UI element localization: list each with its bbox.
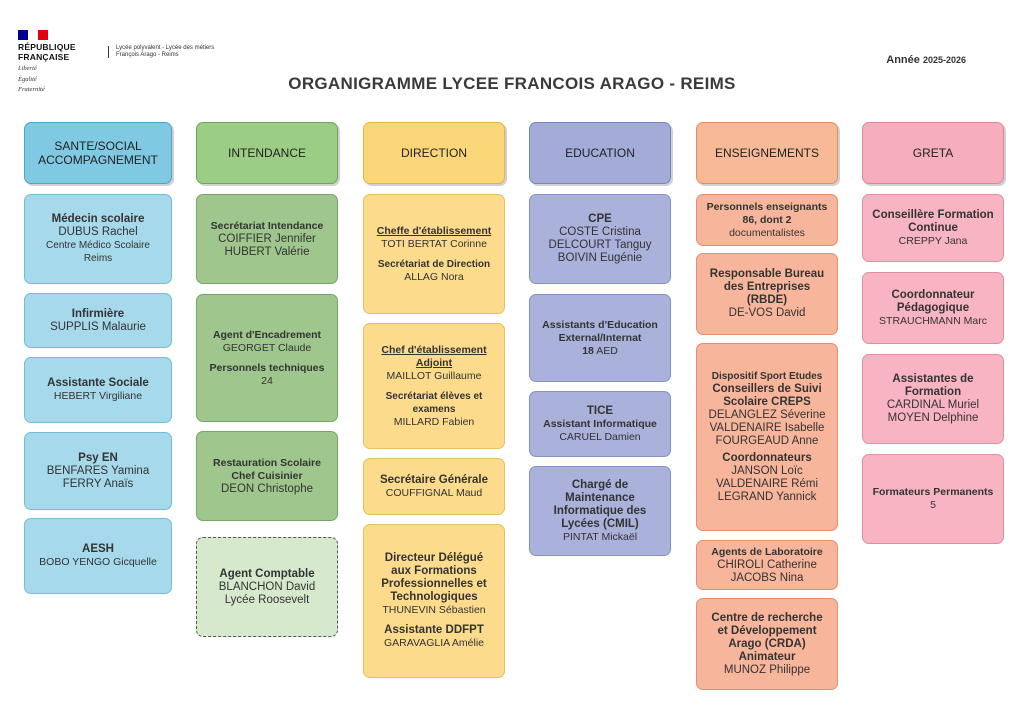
box-ddfpt [363,524,505,678]
role: Formation [904,386,962,398]
role: des Entreprises [723,281,811,293]
person-name: GEORGET Claude [222,341,312,354]
role: aux Formations [391,565,477,577]
person-name: BENFARES Yamina [46,464,150,477]
box-psy-en [24,432,172,510]
role: Conseillère Formation [872,208,994,221]
role: Cheffe d'établissement [376,224,492,237]
person-name: COIFFIER Jennifer [218,232,316,245]
box-rbde [696,253,838,335]
person-name: PINTAT Mickaël [562,530,638,543]
role: Restauration Scolaire [213,456,321,469]
person-name: DE-VOS David [728,307,806,319]
flag-white [28,30,38,40]
header-line: GRETA [912,146,954,160]
box-assistants-education [529,294,671,382]
header-direction [363,122,505,184]
annee-label: Année [886,54,920,66]
box-agent-encadrement [196,294,338,422]
box-crda [696,598,838,690]
role: Directeur Délégué [384,552,484,564]
role: Pédagogique [896,301,970,314]
role: Secrétaire Générale [379,473,489,486]
role: Arago (CRDA) [728,637,806,650]
box-medecin-scolaire [24,194,172,284]
box-secretariat-intendance [196,194,338,284]
header-intendance [196,122,338,184]
person-name: COUFFIGNAL Maud [385,486,483,499]
role: Professionnelles et [381,578,487,590]
role: Assistantes de [892,373,974,385]
role: examens [412,403,456,415]
box-personnels-enseignants [696,194,838,246]
role: CPE [588,213,612,225]
person-name: CARUEL Damien [559,430,641,443]
person-name: DELANGLEZ Séverine [708,409,826,421]
role: et Développement [717,624,817,637]
role: Chef Cuisinier [231,469,303,482]
person-name: BOIVIN Eugénie [557,252,643,264]
box-agent-comptable [196,537,338,637]
republique-label: RÉPUBLIQUE [18,42,76,52]
box-formateurs-permanents [862,454,1004,544]
header-line: INTENDANCE [227,146,306,160]
box-assistantes-formation [862,354,1004,444]
person-name: CARDINAL Muriel [886,399,980,411]
person-name: MUNOZ Philippe [723,663,811,676]
role: External/Internat [558,331,642,344]
box-restauration-scolaire [196,431,338,521]
role: Chef d'établissement [381,343,487,356]
header-greta [862,122,1004,184]
devise-liberte: Liberté [18,65,37,72]
role: Informatique des [553,504,647,517]
person-name: FERRY Anaïs [62,477,134,490]
role: Coordonnateur [891,288,975,301]
annee-value: 2025-2026 [922,55,966,65]
role: Secrétariat Intendance [210,219,324,232]
role: Conseillers de Suivi [712,383,822,395]
box-aesh [24,518,172,594]
box-cheffe-etablissement [363,194,505,314]
school-year [886,54,966,66]
header-line: ACCOMPAGNEMENT [38,153,158,167]
header-education [529,122,671,184]
role: Personnels enseignants [706,200,828,213]
role: 86, dont 2 [742,213,792,226]
person-name: VALDENAIRE Rémi [715,478,819,490]
box-cmil [529,466,671,556]
box-tice [529,391,671,457]
role: Agent d'Encadrement [212,328,322,341]
role: Assistante DDFPT [384,624,484,636]
header-enseignements [696,122,838,184]
box-secretaire-generale [363,458,505,515]
person-name: VALDENAIRE Isabelle [709,422,825,434]
role: Formateurs Permanents [872,486,994,498]
francaise-label: FRANÇAISE [18,51,70,62]
header-sante-social [24,122,172,184]
school-line-1: Lycée polyvalent - Lycée des métiers [116,45,215,51]
role: Centre de recherche [711,611,823,624]
role: Agent Comptable [219,567,315,580]
person-name: MOYEN Delphine [887,412,979,424]
role: Responsable Bureau [709,268,825,280]
person-name: MILLARD Fabien [393,415,475,428]
header-line: DIRECTION [401,146,467,160]
person-name: ALLAG Nora [404,270,464,283]
role: Assistant Informatique [543,417,657,430]
count-value: 18 [582,344,594,357]
role: (RBDE) [746,294,788,306]
french-flag-icon [18,30,48,40]
header-line: SANTE/SOCIAL [54,139,142,153]
count-suffix: AED [596,344,618,357]
devise-fraternite: Fraternité [18,86,45,93]
role: AESH [82,543,114,555]
person-name: HUBERT Valérie [224,245,310,258]
role: Psy EN [78,451,118,464]
person-name: DELCOURT Tanguy [548,239,652,251]
header-line: ENSEIGNEMENTS [714,146,819,160]
detail: Centre Médico Scolaire [46,240,150,251]
person-name: TOTI BERTAT Corinne [381,237,487,250]
person-name: STRAUCHMANN Marc [879,314,987,327]
flag-red [38,30,48,40]
role: Assistants d'Education [542,318,658,331]
role: Animateur [738,650,796,663]
count-value: 24 [261,374,273,387]
logo-separator [108,46,109,58]
person-name: COSTE Cristina [559,226,641,238]
box-chef-adjoint [363,323,505,449]
role: Secrétariat de Direction [377,258,491,270]
person-name: CHIROLI Catherine [717,558,817,571]
person-name: HEBERT Virgiliane [53,390,143,402]
flag-blue [18,30,28,40]
box-conseillere-formation [862,194,1004,262]
box-sport-etudes [696,343,838,531]
school-name [116,45,246,59]
role: Coordonnateurs [722,452,812,464]
person-name: THUNEVIN Sébastien [382,604,486,616]
role: Continue [908,221,958,234]
box-cpe [529,194,671,284]
role: Lycées (CMIL) [561,517,639,530]
role: Infirmière [71,307,125,320]
person-name: MAILLOT Guillaume [386,369,482,382]
person-name: DUBUS Rachel [58,226,138,238]
role: Scolaire CREPS [723,396,811,408]
role: Adjoint [415,356,453,369]
person-name: LEGRAND Yannick [717,491,817,503]
role: Agents de Laboratoire [711,545,823,558]
role: Maintenance [565,491,635,504]
person-name: BLANCHON David [218,580,316,593]
role: Dispositif Sport Etudes [711,371,823,382]
school-line-2: François Arago - Reims [116,52,179,58]
person-name: DEON Christophe [220,482,314,495]
role: Assistante Sociale [47,377,149,389]
role: documentalistes [729,226,805,239]
box-coordonnateur-pedagogique [862,272,1004,344]
role: Personnels techniques [209,361,325,374]
person-name: JANSON Loïc [731,465,803,477]
role: Secrétariat élèves et [385,390,483,402]
role: Technologiques [390,591,478,603]
header-line: EDUCATION [565,146,635,160]
role: Chargé de [571,478,629,491]
box-infirmiere [24,293,172,348]
devise-egalite: Égalité [18,75,37,83]
detail: Lycée Roosevelt [224,593,310,606]
box-agents-laboratoire [696,540,838,590]
box-assistante-sociale [24,357,172,423]
person-name: JACOBS Nina [730,571,804,584]
person-name: FOURGEAUD Anne [715,435,819,447]
page-title: ORGANIGRAMME LYCEE FRANCOIS ARAGO - REIMS [288,74,736,93]
role: Médecin scolaire [51,213,145,225]
person-name: BOBO YENGO Gicquelle [39,556,157,568]
role: TICE [586,404,614,417]
person-name: CREPPY Jana [898,234,968,247]
person-name: GARAVAGLIA Amélie [384,637,484,649]
person-name: SUPPLIS Malaurie [50,320,146,333]
count-value: 5 [930,499,936,511]
detail: Reims [83,253,113,264]
count [534,345,666,358]
